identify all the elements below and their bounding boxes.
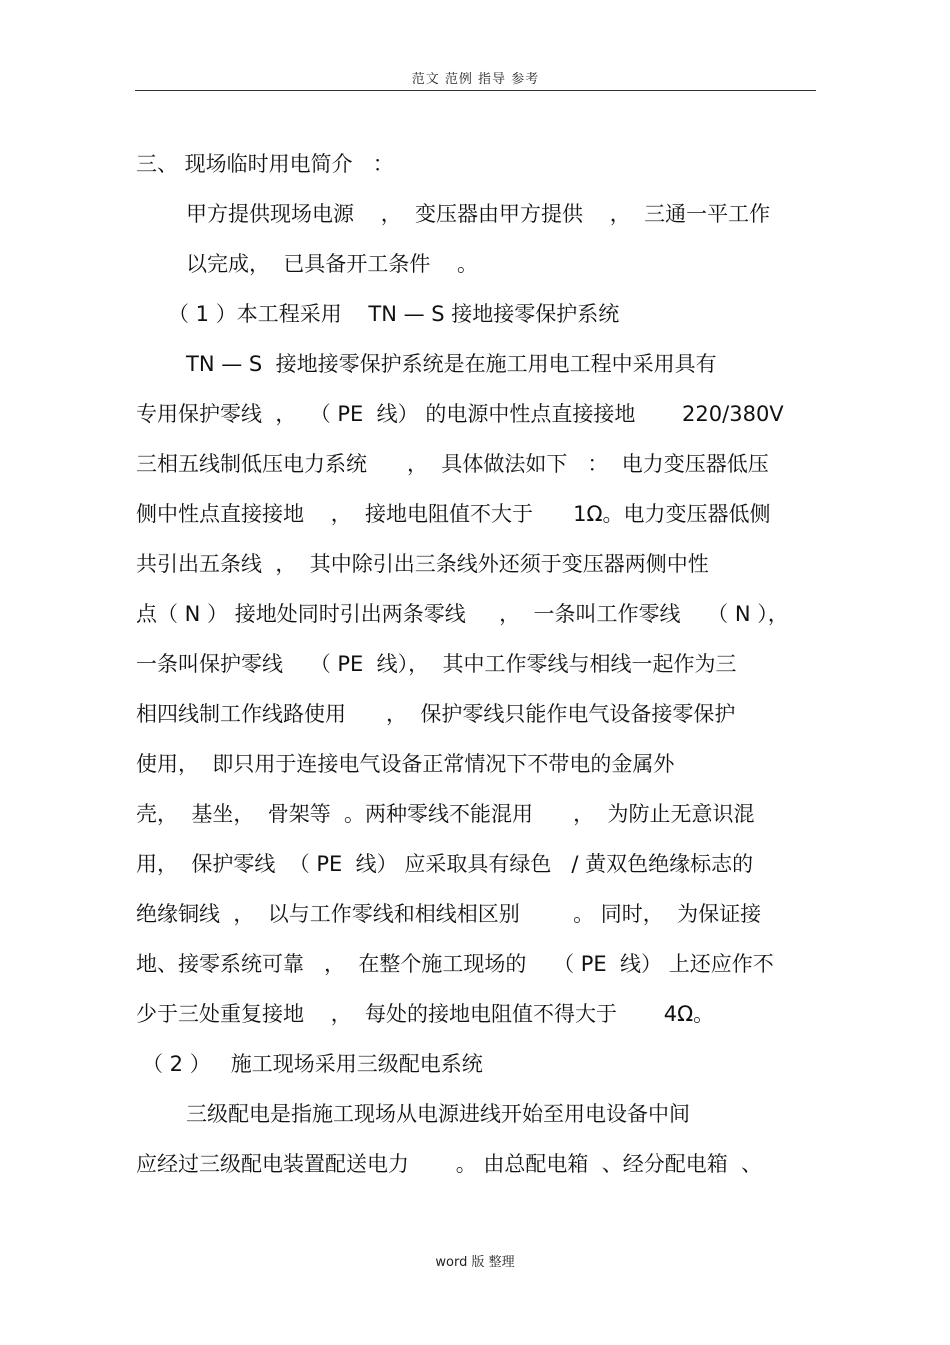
paragraph-line: 应经过三级配电装置配送电力 。 由总配电箱 、经分配电箱 、 — [136, 1152, 763, 1176]
paragraph-line: 地、接零系统可靠 ， 在整个施工现场的 （ PE 线） 上还应作不 — [136, 952, 774, 976]
paragraph-line: 绝缘铜线 ， 以与工作零线和相线相区别 。 同时， 为保证接 — [136, 902, 762, 926]
subsection-heading: （ 1 ）本工程采用 TN — S 接地接零保护系统 — [168, 302, 620, 326]
subsection-heading: （ 2 ） 施工现场采用三级配电系统 — [142, 1052, 483, 1076]
page-footer: word 版 整理 — [435, 1255, 515, 1270]
page-header: 范文 范例 指导 参考 — [411, 72, 540, 87]
paragraph-line: 三相五线制低压电力系统 ， 具体做法如下 ： 电力变压器低压 — [136, 452, 769, 476]
paragraph-line: 三级配电是指施工现场从电源进线开始至用电设备中间 — [186, 1102, 690, 1126]
paragraph-line: 点（ N ） 接地处同时引出两条零线 ， 一条叫工作零线 （ N ）， — [136, 602, 789, 626]
paragraph-line: 甲方提供现场电源 ， 变压器由甲方提供 ， 三通一平工作 — [186, 202, 771, 226]
paragraph-line: 一条叫保护零线 （ PE 线）， 其中工作零线与相线一起作为三 — [136, 652, 737, 676]
paragraph-line: TN — S 接地接零保护系统是在施工用电工程中采用具有 — [186, 352, 717, 376]
paragraph-line: 专用保护零线 ， （ PE 线） 的电源中性点直接接地 220/380V — [136, 402, 784, 426]
paragraph-line: 壳， 基坐， 骨架等 。两种零线不能混用 ， 为防止无意识混 — [136, 802, 755, 826]
paragraph-line: 用， 保护零线 （ PE 线） 应采取具有绿色 / 黄双色绝缘标志的 — [136, 852, 754, 876]
section-heading: 三、 现场临时用电简介 ： — [136, 152, 394, 176]
paragraph-line: 侧中性点直接接地 ， 接地电阻值不大于 1Ω。电力变压器低侧 — [136, 502, 771, 526]
paragraph-line: 使用， 即只用于连接电气设备正常情况下不带电的金属外 — [136, 752, 675, 776]
paragraph-line: 少于三处重复接地 ， 每处的接地电阻值不得大于 4Ω。 — [136, 1002, 715, 1026]
paragraph-line: 共引出五条线 ， 其中除引出三条线外还须于变压器两侧中性 — [136, 552, 709, 576]
paragraph-line: 相四线制工作线路使用 ， 保护零线只能作电气设备接零保护 — [136, 702, 736, 726]
header-rule — [135, 90, 816, 91]
paragraph-line: 以完成， 已具备开工条件 。 — [186, 252, 479, 276]
